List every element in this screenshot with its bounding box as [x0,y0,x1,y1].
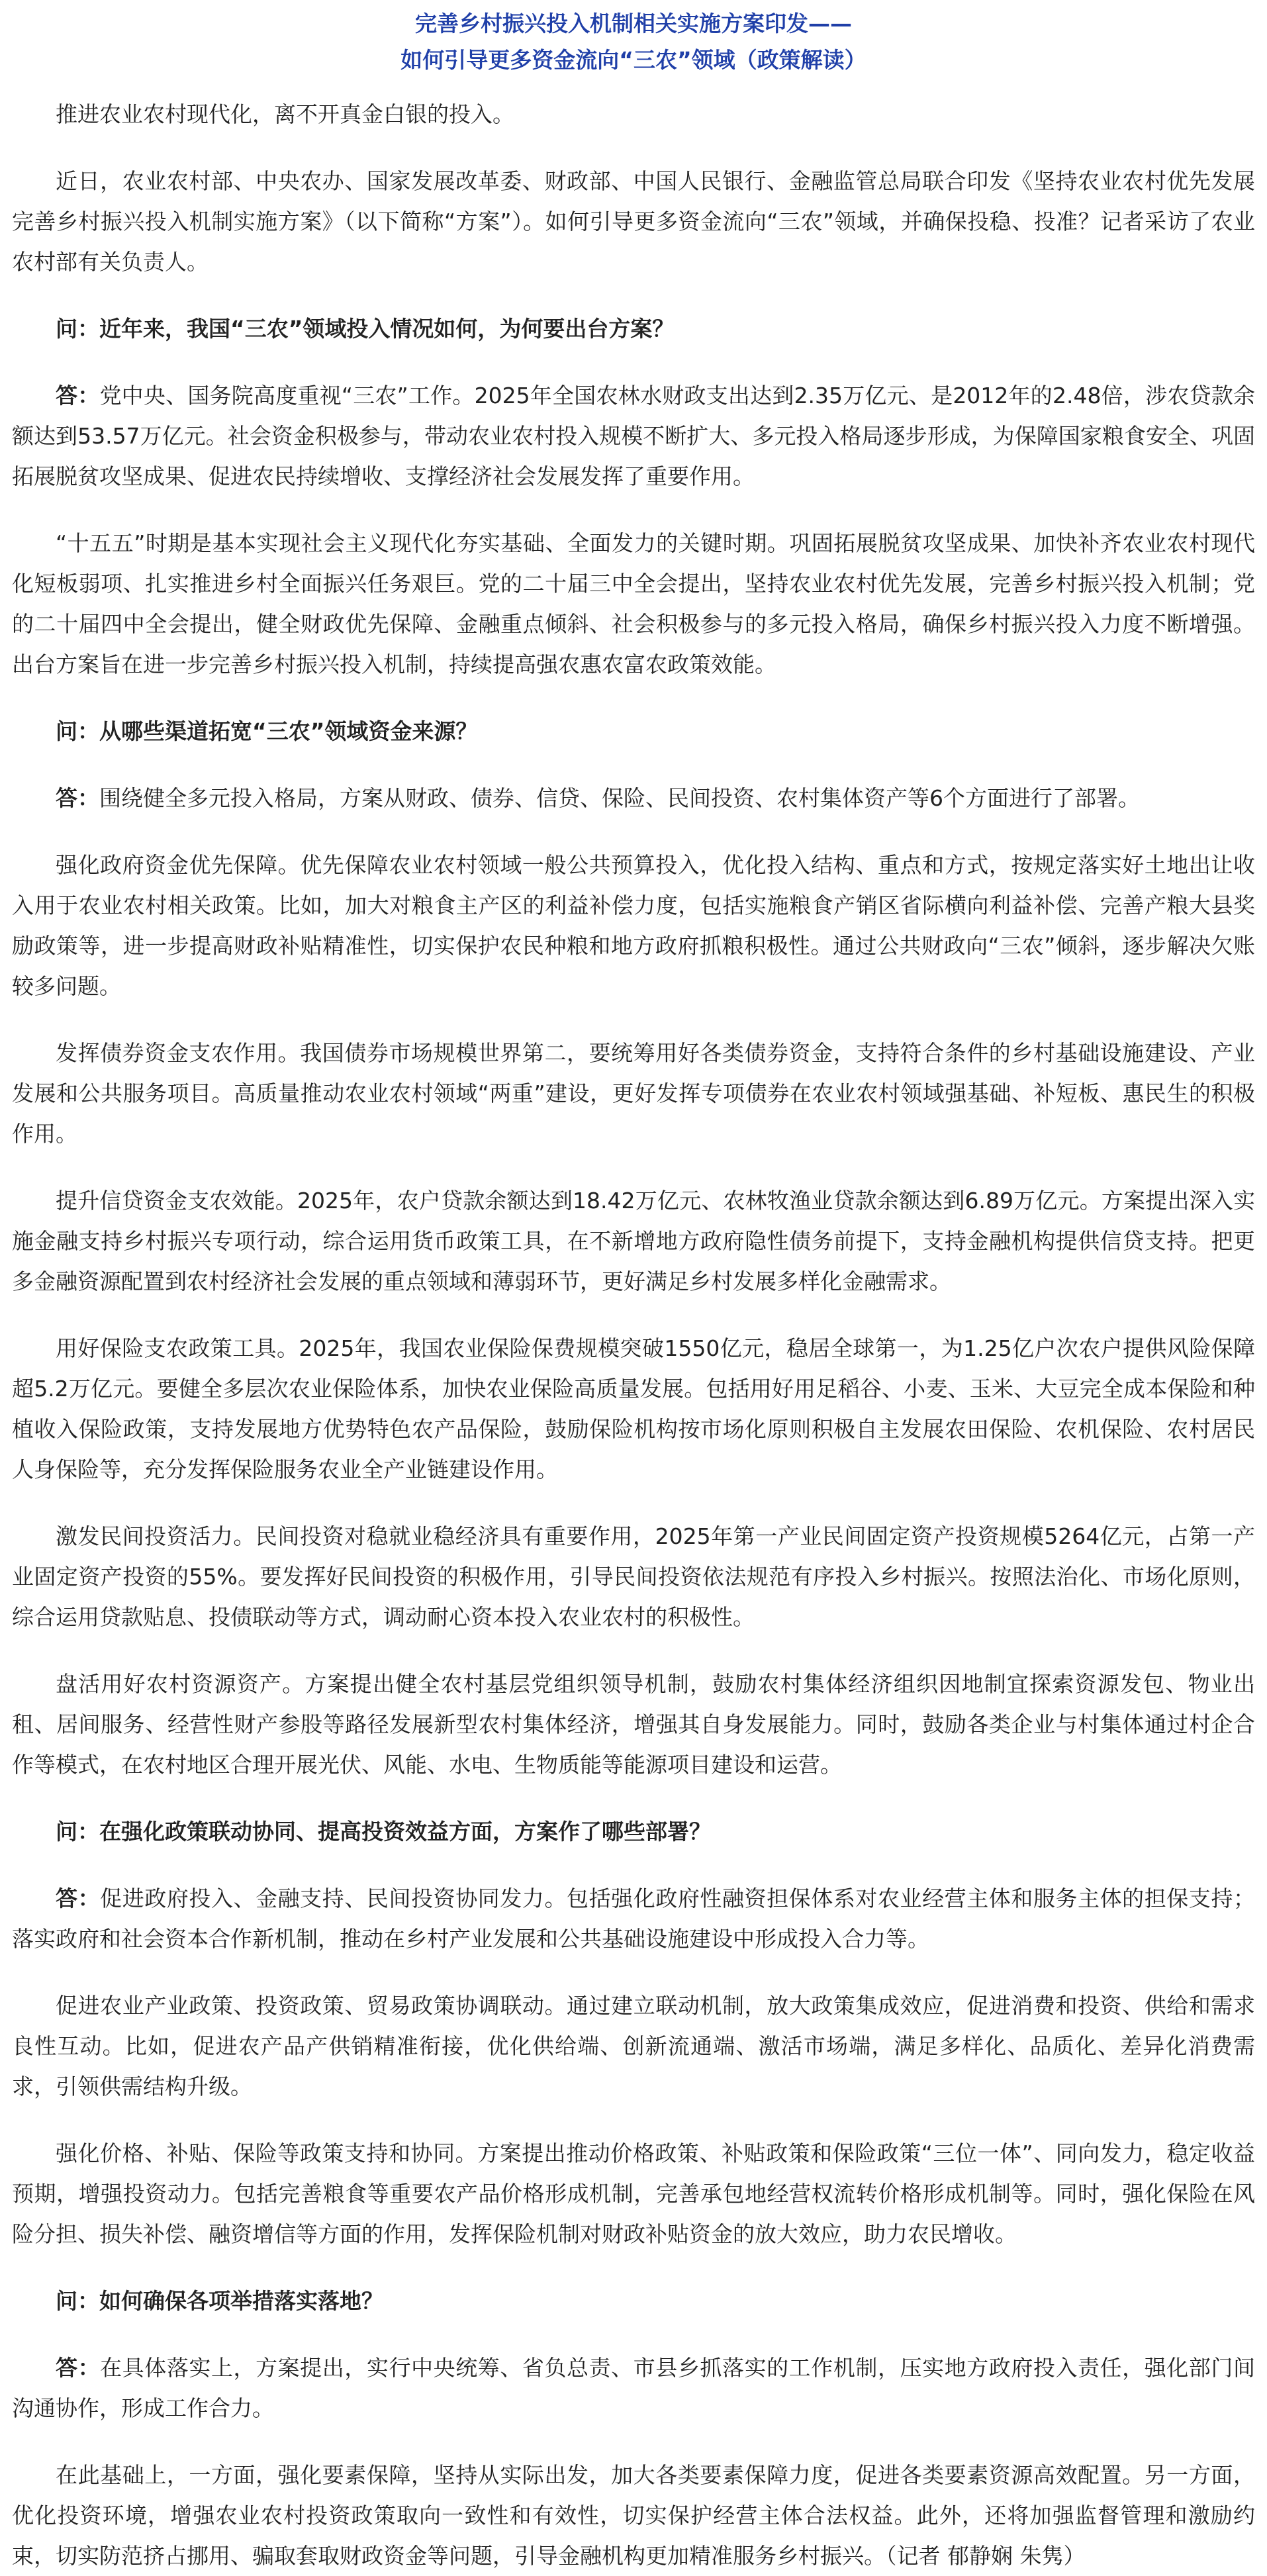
title-line-2: 如何引导更多资金流向“三农”领域（政策解读） [400,47,867,73]
body-paragraph [12,2455,1255,2576]
paragraph-text: 强化价格、补贴、保险等政策支持和协同。方案提出推动价格政策、补贴政策和保险政策“三位一体”、同向发力，稳定收益预期，增强投资动力。包括完善粮食等重要农产品价格形成机制，完善承包地经营权流转价格形成机制等。同时，强化保险在风险分担、损失补偿、融资增信等方面的作用，发挥保险机制对财政补贴资金的放大效应，助力农民增收。 [12,2140,1255,2247]
body-paragraph [12,1328,1255,1490]
paragraph-text: 盘活用好农村资源资产。方案提出健全农村基层党组织领导机制，鼓励农村集体经济组织因地制宜探索资源发包、物业出租、居间服务、经营性财产参股等路径发展新型农村集体经济，增强其自身发展能力。同时，鼓励各类企业与村集体通过村企合作等模式，在农村地区合理开展光伏、风能、水电、生物质能等能源项目建设和运营。 [12,1671,1255,1778]
question-paragraph [12,1811,1255,1852]
answer-label: 答： [56,785,99,811]
paragraph-text: 近日，农业农村部、中央农办、国家发展改革委、财政部、中国人民银行、金融监管总局联合印发《坚持农业农村优先发展 完善乡村振兴投入机制实施方案》（以下简称“方案”）。如何引导更多资金流向“三农”领域，并确保投稳、投准？记者采访了农业农村部有关负责人。 [12,168,1255,275]
body-paragraph [12,161,1255,282]
paragraph-text: 在此基础上，一方面，强化要素保障，坚持从实际出发，加大各类要素保障力度，促进各类要素资源高效配置。另一方面，优化投资环境，增强农业农村投资政策取向一致性和有效性，切实保护经营主体合法权益。此外，还将加强监督管理和激励约束，切实防范挤占挪用、骗取套取财政资金等问题，引导金融机构更加精准服务乡村振兴。（记者 郁静娴 朱隽） [12,2462,1255,2569]
paragraph-text: 在具体落实上，方案提出，实行中央统筹、省负总责、市县乡抓落实的工作机制，压实地方政府投入责任，强化部门间沟通协作，形成工作合力。 [12,2355,1256,2421]
body-paragraph [12,523,1255,685]
answer-paragraph [12,778,1255,818]
article-body [12,94,1255,2576]
paragraph-text: 强化政府资金优先保障。优先保障农业农村领域一般公共预算投入，优化投入结构、重点和方式，按规定落实好土地出让收入用于农业农村相关政策。比如，加大对粮食主产区的利益补偿力度，包括实施粮食产销区省际横向利益补偿、完善产粮大县奖励政策等，进一步提高财政补贴精准性，切实保护农民种粮和地方政府抓粮积极性。通过公共财政向“三农”倾斜，逐步解决欠账较多问题。 [12,852,1255,999]
paragraph-text: 激发民间投资活力。民间投资对稳就业稳经济具有重要作用，2025年第一产业民间固定资产投资规模5264亿元，占第一产业固定资产投资的55%。要发挥好民间投资的积极作用，引导民间投资依法规范有序投入乡村振兴。按照法治化、市场化原则，综合运用贷款贴息、投债联动等方式，调动耐心资本投入农业农村的积极性。 [12,1523,1255,1630]
question-paragraph [12,2281,1255,2321]
body-paragraph [12,845,1255,1006]
question-paragraph [12,711,1255,751]
paragraph-text: 党中央、国务院高度重视“三农”工作。2025年全国农林水财政支出达到2.35万亿元、是2012年的2.48倍，涉农贷款余额达到53.57万亿元。社会资金积极参与，带动农业农村投入规模不断扩大、多元投入格局逐步形成，为保障国家粮食安全、巩固拓展脱贫攻坚成果、促进农民持续增收、支撑经济社会发展发挥了重要作用。 [12,383,1255,489]
paragraph-text: 推进农业农村现代化，离不开真金白银的投入。 [56,101,514,127]
paragraph-text: “十五五”时期是基本实现社会主义现代化夯实基础、全面发力的关键时期。巩固拓展脱贫攻坚成果、加快补齐农业农村现代化短板弱项、扎实推进乡村全面振兴任务艰巨。党的二十届三中全会提出，坚持农业农村优先发展，完善乡村振兴投入机制；党的二十届四中全会提出，健全财政优先保障、金融重点倾斜、社会积极参与的多元投入格局，确保乡村振兴投入力度不断增强。出台方案旨在进一步完善乡村振兴投入机制，持续提高强农惠农富农政策效能。 [12,530,1255,677]
body-paragraph [12,1985,1255,2107]
body-paragraph [12,1033,1255,1154]
answer-label: 答： [56,2355,101,2381]
article-title [12,5,1255,78]
answer-paragraph [12,375,1255,497]
paragraph-text: 围绕健全多元投入格局，方案从财政、债券、信贷、保险、民间投资、农村集体资产等6个方面进行了部署。 [99,785,1140,811]
paragraph-text: 提升信贷资金支农效能。2025年，农户贷款余额达到18.42万亿元、农林牧渔业贷款余额达到6.89万亿元。方案提出深入实施金融支持乡村振兴专项行动，综合运用货币政策工具，在不新增地方政府隐性债务前提下，支持金融机构提供信贷支持。把更多金融资源配置到农村经济社会发展的重点领域和薄弱环节，更好满足乡村发展多样化金融需求。 [12,1188,1255,1294]
answer-label: 答： [56,1885,101,1911]
body-paragraph [12,2133,1255,2254]
paragraph-text: 发挥债券资金支农作用。我国债券市场规模世界第二，要统筹用好各类债券资金，支持符合条件的乡村基础设施建设、产业发展和公共服务项目。高质量推动农业农村领域“两重”建设，更好发挥专项债券在农业农村领域强基础、补短板、惠民生的积极作用。 [12,1040,1255,1147]
paragraph-text: 问：近年来，我国“三农”领域投入情况如何，为何要出台方案？ [56,316,675,342]
paragraph-text: 用好保险支农政策工具。2025年，我国农业保险保费规模突破1550亿元，稳居全球第一，为1.25亿户次农户提供风险保障超5.2万亿元。要健全多层次农业保险体系，加快农业保险高质量发展。包括用好用足稻谷、小麦、玉米、大豆完全成本保险和种植收入保险政策，支持发展地方优势特色农产品保险，鼓励保险机构按市场化原则积极自主发展农田保险、农机保险、农村居民人身保险等，充分发挥保险服务农业全产业链建设作用。 [12,1335,1255,1482]
answer-paragraph [12,1878,1255,1959]
body-paragraph [12,1180,1255,1302]
answer-paragraph [12,2348,1255,2428]
paragraph-text: 问：在强化政策联动协同、提高投资效益方面，方案作了哪些部署？ [56,1819,711,1844]
paragraph-text: 促进农业产业政策、投资政策、贸易政策协调联动。通过建立联动机制，放大政策集成效应，促进消费和投资、供给和需求良性互动。比如，促进农产品产供销精准衔接，优化供给端、创新流通端、激活市场端，满足多样化、品质化、差异化消费需求，引领供需结构升级。 [12,1993,1255,2099]
body-paragraph [12,1516,1255,1637]
question-paragraph [12,309,1255,349]
answer-label: 答： [56,383,100,408]
body-paragraph [12,94,1255,134]
body-paragraph [12,1664,1255,1785]
title-line-1: 完善乡村振兴投入机制相关实施方案印发—— [415,11,852,36]
paragraph-text: 问：从哪些渠道拓宽“三农”领域资金来源？ [56,718,478,744]
paragraph-text: 问：如何确保各项举措落实落地？ [56,2288,383,2314]
paragraph-text: 促进政府投入、金融支持、民间投资协同发力。包括强化政府性融资担保体系对农业经营主体和服务主体的担保支持；落实政府和社会资本合作新机制，推动在乡村产业发展和公共基础设施建设中形成投入合力等。 [12,1885,1256,1952]
